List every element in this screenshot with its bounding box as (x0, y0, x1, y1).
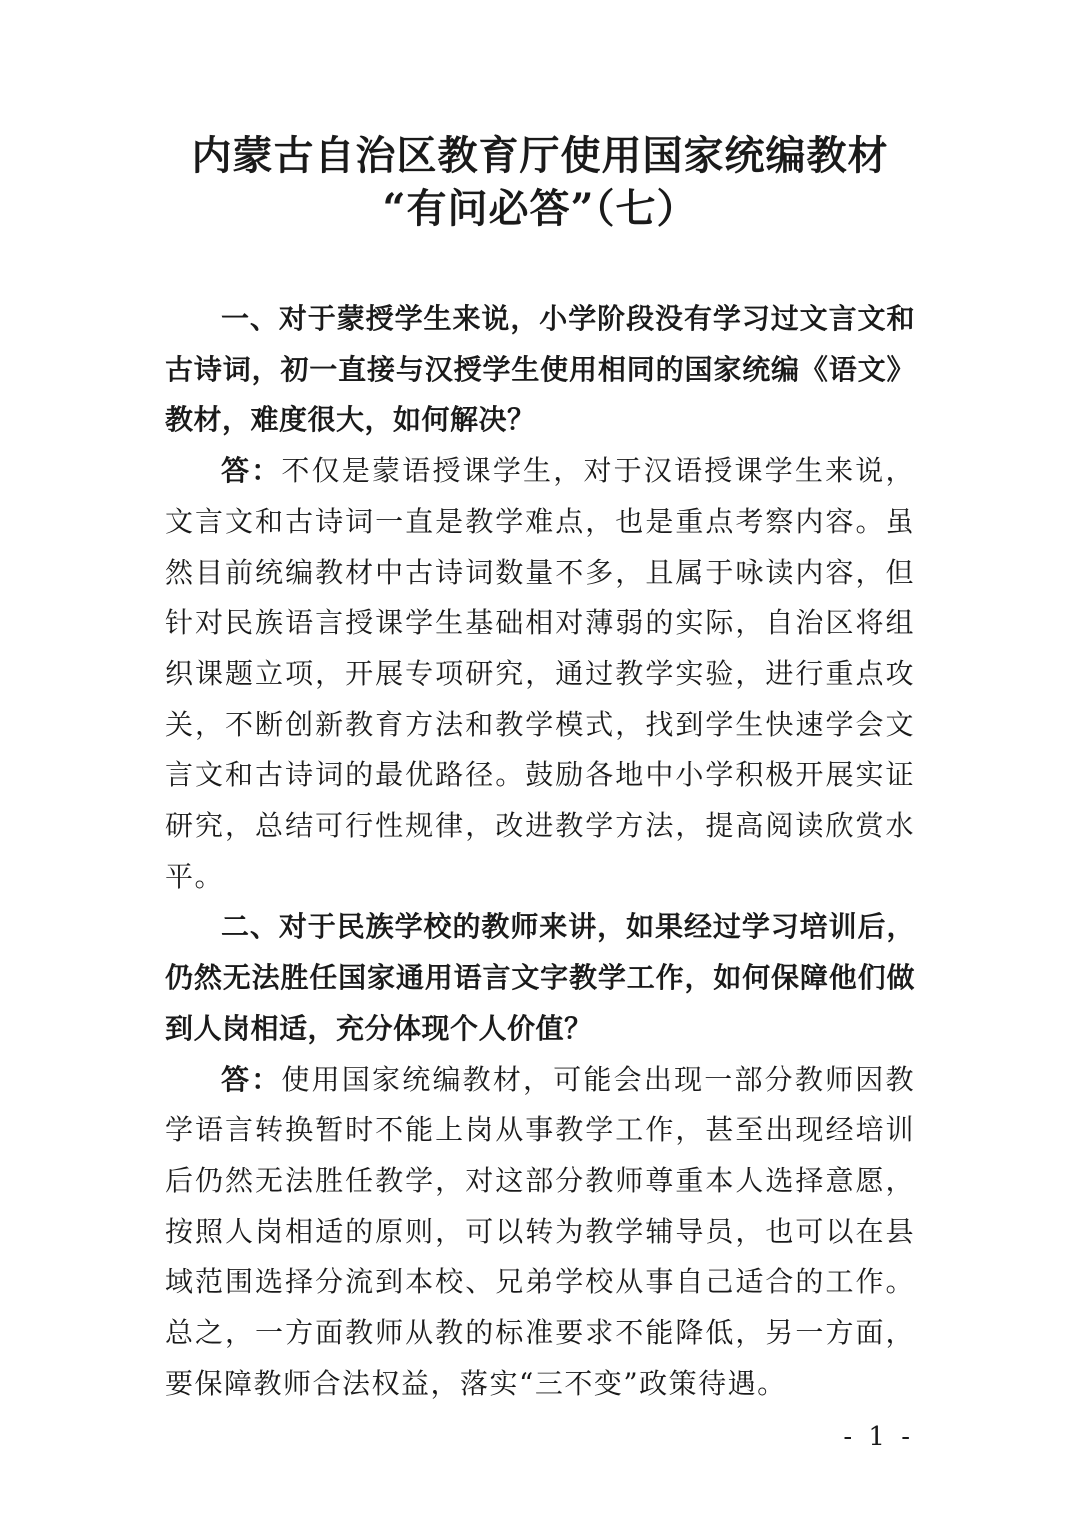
document-title-line2: “有问必答”（七） (382, 185, 698, 232)
answer-label: 答： (221, 1062, 282, 1096)
answer-1-text: 不仅是蒙语授课学生，对于汉语授课学生来说，文言文和古诗词一直是教学难点，也是重点考察内容。虽然目前统编教材中古诗词数量不多，且属于咏读内容，但针对民族语言授课学生基础相对薄弱的实际，自治区将组织课题立项，开展专项研究，通过教学实验，进行重点攻关，不断创新教育方法和教学模式，找到学生快速学会文言文和古诗词的最优路径。鼓励各地中小学积极开展实证研究，总结可行性规律，改进教学方法，提高阅读欣赏水平。 (165, 454, 915, 893)
answer-2 (165, 1055, 915, 1410)
document-title-line1: 内蒙古自治区教育厅使用国家统编教材 (191, 132, 889, 179)
question-2: 二、对于民族学校的教师来讲，如果经过学习培训后，仍然无法胜任国家通用语言文字教学工作，如何保障他们做到人岗相适，充分体现个人价值？ (165, 910, 915, 1045)
answer-2-text: 使用国家统编教材，可能会出现一部分教师因教学语言转换暂时不能上岗从事教学工作，甚至出现经培训后仍然无法胜任教学，对这部分教师尊重本人选择意愿，按照人岗相适的原则，可以转为教学辅导员，也可以在县域范围选择分流到本校、兄弟学校从事自己适合的工作。总之，一方面教师从教的标准要求不能降低，另一方面，要保障教师合法权益，落实“三不变”政策待遇。 (165, 1062, 915, 1400)
document-body (165, 294, 915, 1409)
page-number: - 1 - (843, 1422, 914, 1452)
answer-1 (165, 446, 915, 902)
question-1: 一、对于蒙授学生来说，小学阶段没有学习过文言文和古诗词，初一直接与汉授学生使用相同的国家统编《语文》教材，难度很大，如何解决？ (165, 302, 915, 437)
answer-label: 答： (221, 454, 282, 488)
